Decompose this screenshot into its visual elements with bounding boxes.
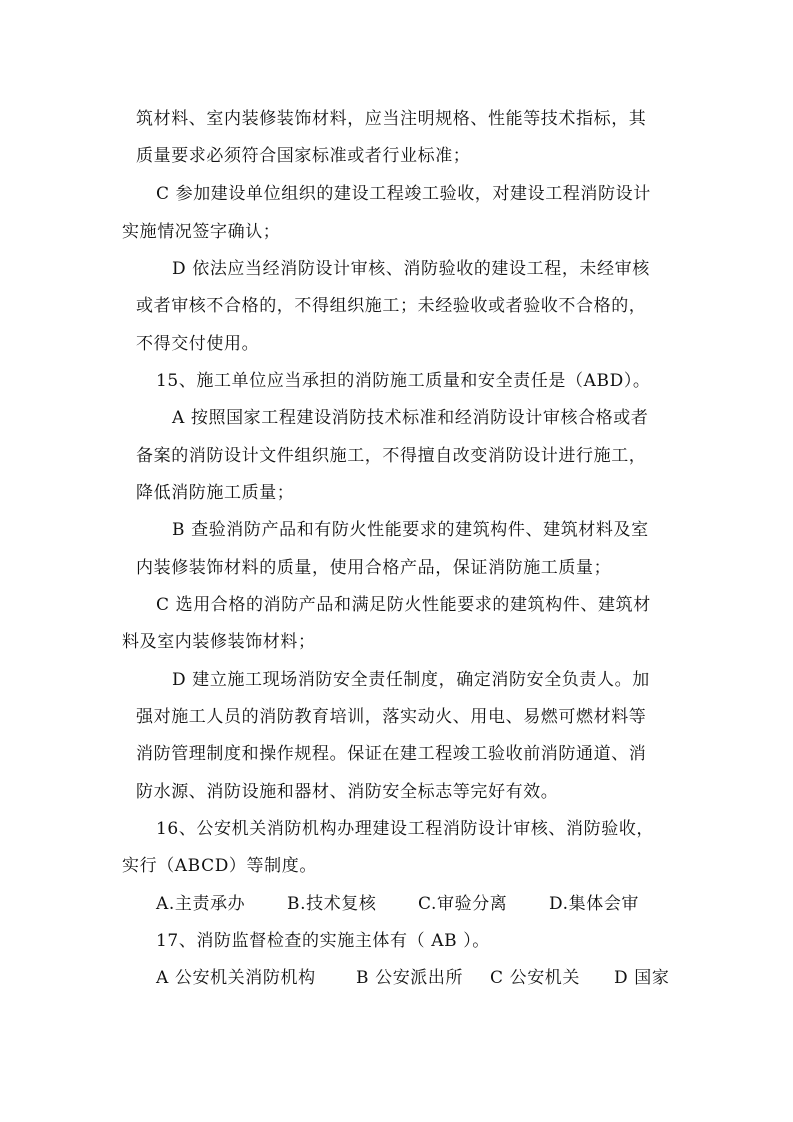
text-line-18: 消防管理制度和操作规程。保证在建工程竣工验收前消防通道、消 [136,744,647,764]
option-16-b: B.技术复核 [287,894,377,914]
text-line-14: C 选用合格的消防产品和满足防火性能要求的建筑构件、建筑材 [156,595,651,615]
option-17-b: B 公安派出所 [356,968,464,988]
text-line-9: A 按照国家工程建设消防技术标准和经消防设计审核合格或者 [172,408,649,428]
text-line-15: 料及室内装修装饰材料； [122,632,316,652]
text-line-5: D 依法应当经消防设计审核、消防验收的建设工程，未经审核 [172,259,650,279]
option-16-d: D.集体会审 [549,894,640,914]
text-line-10: 备案的消防设计文件组织施工，不得擅自改变消防设计进行施工， [136,446,647,466]
text-line-11: 降低消防施工质量； [136,483,295,503]
option-16-c: C.审验分离 [418,894,508,914]
option-17-d: D 国家 [614,968,670,988]
text-line-3: C 参加建设单位组织的建设工程竣工验收，对建设工程消防设计 [156,184,651,204]
option-17-c: C 公安机关 [490,968,581,988]
question-15: 15、施工单位应当承担的消防施工质量和安全责任是（ABD）。 [156,371,651,391]
text-line-4: 实施情况签字确认； [122,222,281,242]
text-line-19: 防水源、消防设施和器材、消防安全标志等完好有效。 [136,782,559,802]
text-line-6: 或者审核不合格的，不得组织施工；未经验收或者验收不合格的， [136,296,647,316]
text-line-13: 内装修装饰材料的质量，使用合格产品，保证消防施工质量； [136,558,612,578]
question-17-options [156,966,669,990]
text-line-12: B 查验消防产品和有防火性能要求的建筑构件、建筑材料及室 [172,520,649,540]
option-17-a: A 公安机关消防机构 [156,968,316,988]
question-16: 16、公安机关消防机构办理建设工程消防设计审核、消防验收， [156,819,655,839]
option-16-a: A.主责承办 [156,894,246,914]
text-line-21: 实行（ABCD）等制度。 [122,856,317,876]
text-line-17: 强对施工人员的消防教育培训，落实动火、用电、易燃可燃材料等 [136,707,647,727]
text-line-1: 筑材料、室内装修装饰材料，应当注明规格、性能等技术指标，其 [136,109,647,129]
text-line-2: 质量要求必须符合国家标准或者行业标准； [136,146,471,166]
question-16-options [156,892,639,916]
text-line-16: D 建立施工现场消防安全责任制度，确定消防安全负责人。加 [172,670,650,690]
text-line-7: 不得交付使用。 [136,334,260,354]
question-17: 17、消防监督检查的实施主体有（ AB ）。 [156,931,490,951]
